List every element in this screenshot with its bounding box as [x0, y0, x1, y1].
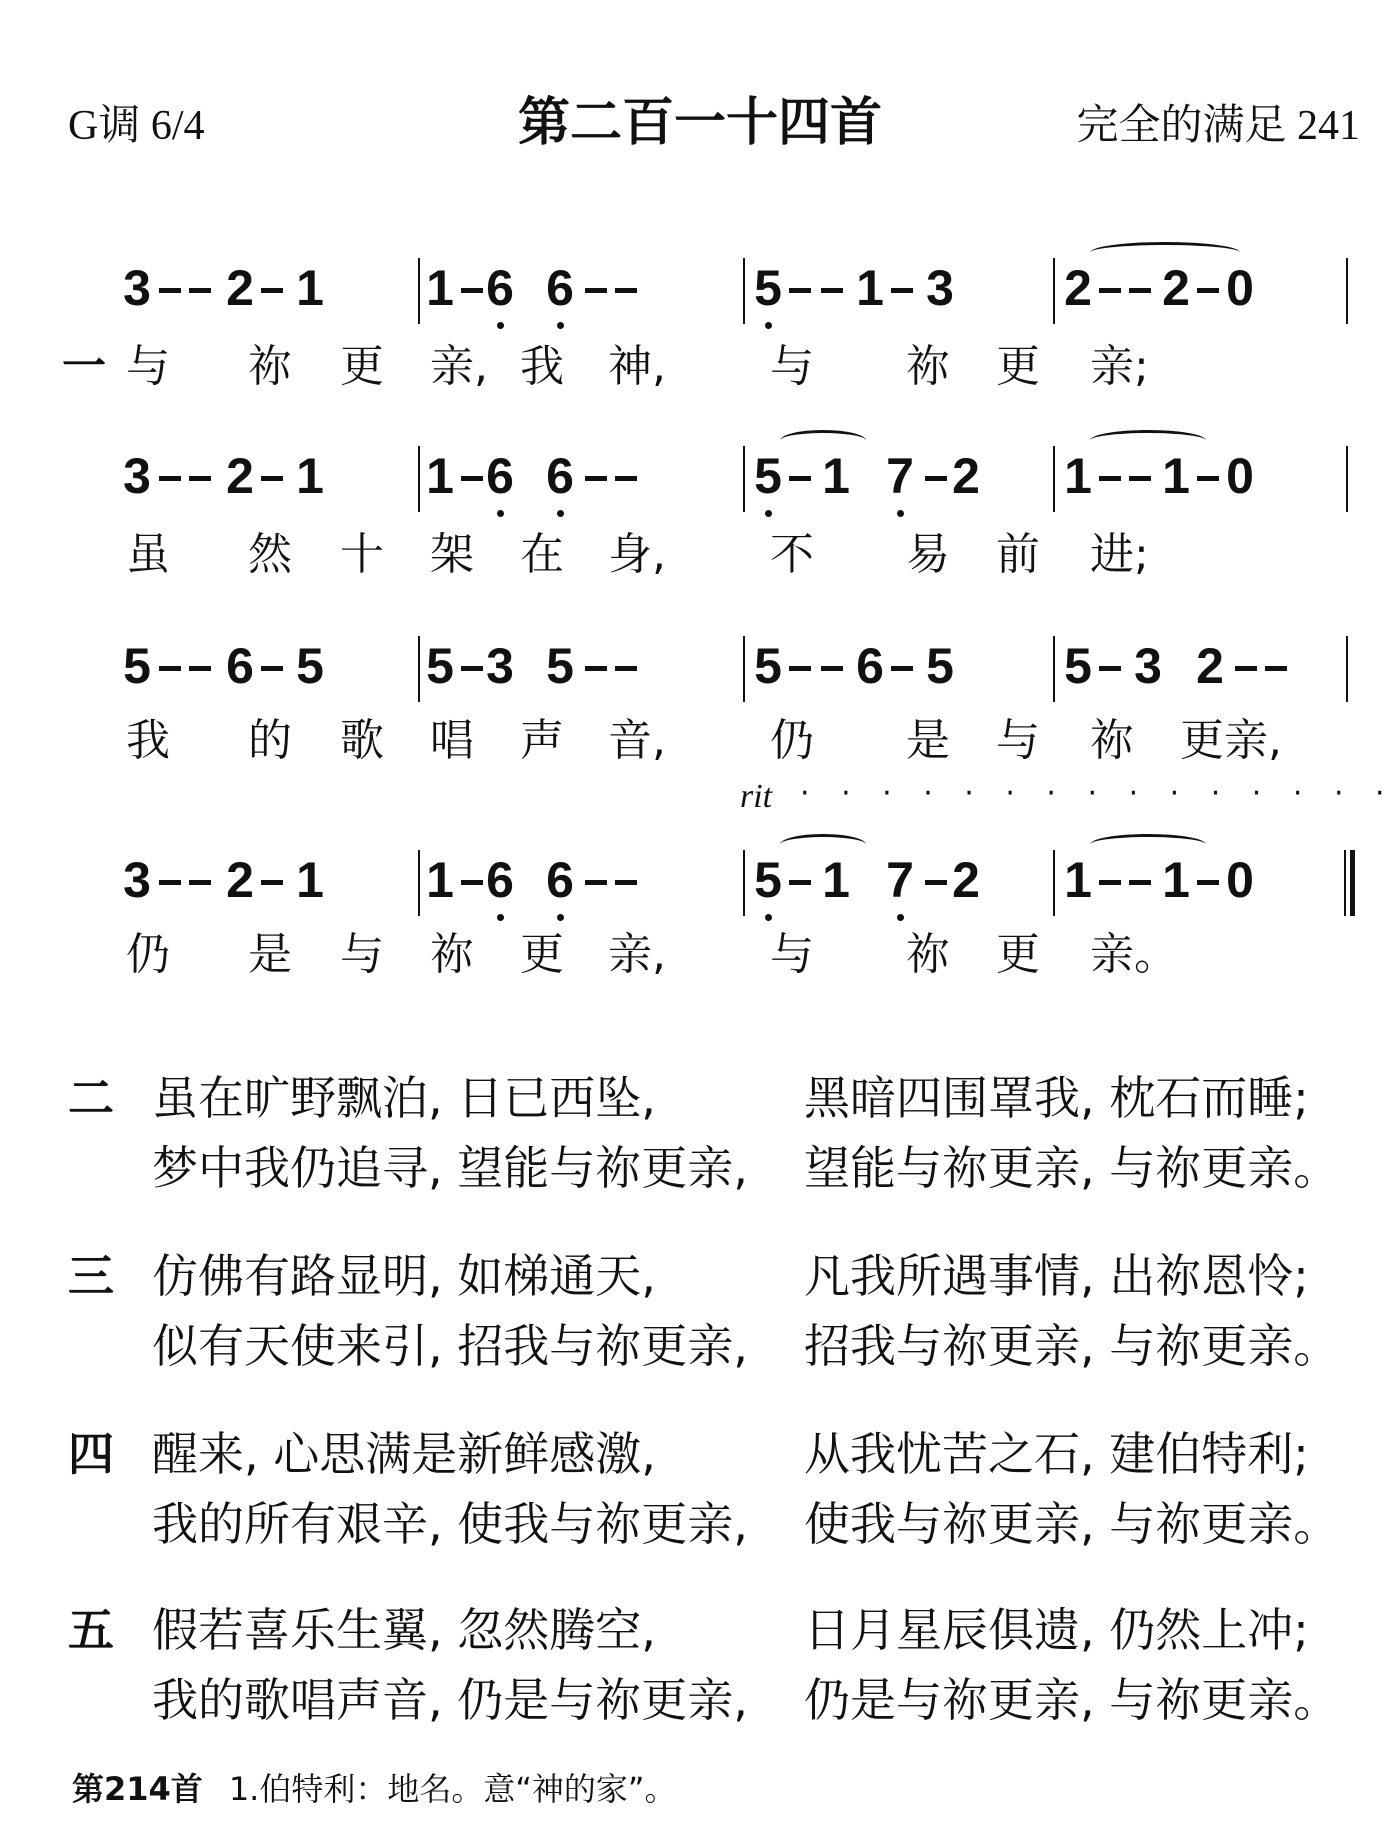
note: 5	[296, 638, 324, 694]
sustain-dash	[261, 288, 283, 293]
sustain-dash	[1129, 288, 1151, 293]
tie-arc	[1090, 834, 1206, 855]
stanza-line-first-half: 我的歌唱声音, 仍是与祢更亲,	[152, 1673, 748, 1727]
hymn-title: 第二百一十四首	[517, 93, 882, 153]
tie-arc	[1090, 430, 1206, 451]
stanza-line-first-half: 醒来, 心思满是新鲜感激,	[152, 1427, 656, 1481]
stanza-line	[152, 1316, 1339, 1376]
note: 2	[226, 448, 254, 504]
bar-line	[1346, 258, 1348, 324]
note: 1	[856, 260, 884, 316]
lyric-syllable: 不	[770, 529, 814, 580]
sustain-dash	[1197, 880, 1219, 885]
sustain-dash	[189, 666, 211, 671]
lyric-syllable: 仍	[770, 715, 814, 766]
lyric-syllable: 是	[906, 715, 950, 766]
bar-line	[743, 258, 745, 324]
lyric-syllable: 与	[126, 341, 170, 392]
note: 0	[1226, 852, 1254, 908]
stanza	[60, 1600, 1360, 1740]
lyric-syllable: 与	[770, 929, 814, 980]
note: 1	[1162, 448, 1190, 504]
stanza-line-second-half: 望能与祢更亲, 与祢更亲。	[804, 1141, 1340, 1195]
lyric-line	[0, 340, 1400, 396]
footnote	[72, 1764, 677, 1810]
sustain-dash	[585, 288, 607, 293]
stanza-line-first-half: 仿佛有路显明, 如梯通天,	[152, 1249, 656, 1303]
lyric-syllable: 仍	[126, 929, 170, 980]
lyric-syllable: 进;	[1090, 529, 1149, 580]
sustain-dash	[585, 666, 607, 671]
footnote-label: 第214首	[72, 1770, 203, 1808]
score-line	[0, 258, 1400, 328]
lyric-syllable: 前	[996, 529, 1040, 580]
stanza-line-second-half: 日月星辰俱遗, 仍然上冲;	[804, 1603, 1309, 1657]
note: 7	[886, 852, 914, 908]
lyric-syllable: 与	[996, 715, 1040, 766]
sustain-dash	[159, 880, 181, 885]
bar-line	[418, 258, 420, 324]
note: 1	[1162, 852, 1190, 908]
sustain-dash	[159, 288, 181, 293]
sustain-dash	[1197, 476, 1219, 481]
note: 2	[952, 448, 980, 504]
sustain-dash	[1197, 288, 1219, 293]
tie-arc	[780, 430, 866, 451]
note: 6	[546, 448, 574, 504]
note: 5	[754, 260, 782, 316]
stanza-line-second-half: 招我与祢更亲, 与祢更亲。	[804, 1319, 1340, 1373]
bar-line	[743, 850, 745, 916]
lyric-syllable: 亲;	[1090, 341, 1149, 392]
lyric-syllable: 的	[248, 715, 292, 766]
stanza-line-second-half: 仍是与祢更亲, 与祢更亲。	[804, 1673, 1340, 1727]
sustain-dash	[789, 476, 811, 481]
tempo-extension-dots: · · · · · · · · · · · · · · ·	[800, 776, 1396, 811]
note: 2	[226, 852, 254, 908]
note: 1	[296, 448, 324, 504]
sustain-dash	[1235, 666, 1257, 671]
note: 2	[1196, 638, 1224, 694]
lyric-syllable: 更	[520, 929, 564, 980]
note: 5	[1064, 638, 1092, 694]
lyric-syllable: 我	[126, 715, 170, 766]
note: 5	[426, 638, 454, 694]
note: 2	[226, 260, 254, 316]
final-bar-line	[1344, 850, 1355, 916]
sustain-dash	[925, 880, 947, 885]
sustain-dash	[615, 666, 637, 671]
note: 3	[123, 852, 151, 908]
lyric-syllable: 祢	[1090, 715, 1134, 766]
stanza-number: 二	[68, 1071, 114, 1125]
sustain-dash	[189, 288, 211, 293]
lyric-syllable: 亲。	[1090, 929, 1178, 980]
sustain-dash	[1099, 666, 1121, 671]
lyric-syllable: 与	[340, 929, 384, 980]
note: 3	[123, 448, 151, 504]
sustain-dash	[789, 288, 811, 293]
sustain-dash	[189, 880, 211, 885]
note: 5	[754, 638, 782, 694]
note: 6	[226, 638, 254, 694]
note: 0	[1226, 260, 1254, 316]
sustain-dash	[789, 880, 811, 885]
sustain-dash	[615, 288, 637, 293]
sustain-dash	[461, 880, 483, 885]
lyric-syllable: 祢	[430, 929, 474, 980]
note: 1	[1064, 448, 1092, 504]
note: 6	[486, 260, 514, 316]
note: 3	[486, 638, 514, 694]
stanza-line	[152, 1600, 1309, 1660]
lyric-syllable: 歌	[340, 715, 384, 766]
sustain-dash	[1129, 880, 1151, 885]
bar-line	[743, 636, 745, 702]
lyric-syllable: 是	[248, 929, 292, 980]
sustain-dash	[261, 880, 283, 885]
stanza	[60, 1424, 1360, 1564]
sustain-dash	[461, 288, 483, 293]
score-line	[0, 850, 1400, 920]
bar-line	[418, 636, 420, 702]
stanza-number: 五	[68, 1603, 114, 1657]
note: 5	[926, 638, 954, 694]
bar-line	[1346, 446, 1348, 512]
sustain-dash	[821, 288, 843, 293]
lyric-syllable: 然	[248, 529, 292, 580]
note: 5	[123, 638, 151, 694]
stanza	[60, 1246, 1360, 1386]
note: 2	[952, 852, 980, 908]
lyric-syllable: 更	[996, 929, 1040, 980]
note: 1	[296, 852, 324, 908]
note: 3	[926, 260, 954, 316]
bar-line	[418, 850, 420, 916]
sustain-dash	[615, 880, 637, 885]
lyric-line	[0, 528, 1400, 584]
sustain-dash	[189, 476, 211, 481]
stanza-number: 三	[68, 1249, 114, 1303]
lyric-syllable: 神,	[608, 341, 666, 392]
stanza-line-second-half: 使我与祢更亲, 与祢更亲。	[804, 1497, 1340, 1551]
lyric-syllable: 祢	[906, 929, 950, 980]
sustain-dash	[891, 288, 913, 293]
stanza-line-second-half: 从我忧苦之石, 建伯特利;	[804, 1427, 1309, 1481]
lyric-syllable: 十	[340, 529, 384, 580]
lyric-syllable: 在	[520, 529, 564, 580]
lyric-syllable: 祢	[248, 341, 292, 392]
score-line	[0, 636, 1400, 706]
bar-line	[1053, 258, 1055, 324]
lyric-syllable: 亲,	[430, 341, 488, 392]
note: 2	[1064, 260, 1092, 316]
bar-line	[1053, 850, 1055, 916]
sustain-dash	[585, 880, 607, 885]
lyric-syllable: 音,	[608, 715, 666, 766]
stanza-line	[152, 1670, 1339, 1730]
bar-line	[418, 446, 420, 512]
sustain-dash	[159, 666, 181, 671]
stanza-line	[152, 1068, 1309, 1128]
note: 3	[123, 260, 151, 316]
stanza-line-first-half: 虽在旷野飘泊, 日已西坠,	[152, 1071, 656, 1125]
stanza-line-second-half: 黑暗四围罩我, 枕石而睡;	[804, 1071, 1309, 1125]
key-signature: G调 6/4	[68, 103, 205, 149]
sustain-dash	[821, 666, 843, 671]
sustain-dash	[159, 476, 181, 481]
note: 2	[1162, 260, 1190, 316]
tie-arc	[780, 834, 866, 855]
stanza-line-first-half: 假若喜乐生翼, 忽然腾空,	[152, 1603, 656, 1657]
lyric-syllable: 更	[340, 341, 384, 392]
stanza	[60, 1068, 1360, 1208]
stanza-line	[152, 1138, 1339, 1198]
note: 1	[426, 852, 454, 908]
sustain-dash	[891, 666, 913, 671]
stanza-line-first-half: 我的所有艰辛, 使我与祢更亲,	[152, 1497, 748, 1551]
tie-arc	[1090, 242, 1240, 263]
note: 1	[426, 260, 454, 316]
sustain-dash	[1099, 476, 1121, 481]
note: 6	[486, 448, 514, 504]
footnote-text: 1.伯特利：地名。意“神的家”。	[228, 1770, 677, 1808]
note: 3	[1134, 638, 1162, 694]
note: 6	[546, 852, 574, 908]
note: 6	[546, 260, 574, 316]
lyric-syllable: 更	[996, 341, 1040, 392]
sustain-dash	[789, 666, 811, 671]
note: 1	[426, 448, 454, 504]
stanza-number: 四	[68, 1427, 114, 1481]
stanza-line-first-half: 梦中我仍追寻, 望能与祢更亲,	[152, 1141, 748, 1195]
sustain-dash	[1129, 476, 1151, 481]
note: 1	[822, 448, 850, 504]
sustain-dash	[1099, 288, 1121, 293]
note: 5	[546, 638, 574, 694]
lyric-line	[0, 928, 1400, 984]
note: 5	[754, 448, 782, 504]
sustain-dash	[585, 476, 607, 481]
lyric-syllable: 虽	[126, 529, 170, 580]
sustain-dash	[615, 476, 637, 481]
lyric-syllable: 亲,	[608, 929, 666, 980]
sustain-dash	[925, 476, 947, 481]
bar-line	[1346, 636, 1348, 702]
sustain-dash	[261, 476, 283, 481]
bar-line	[743, 446, 745, 512]
note: 6	[486, 852, 514, 908]
bar-line	[1053, 446, 1055, 512]
lyric-syllable: 易	[906, 529, 950, 580]
sustain-dash	[261, 666, 283, 671]
lyric-line	[0, 714, 1400, 770]
note: 1	[1064, 852, 1092, 908]
sustain-dash	[461, 666, 483, 671]
note: 6	[856, 638, 884, 694]
sustain-dash	[461, 476, 483, 481]
lyric-syllable: 身,	[608, 529, 666, 580]
bar-line	[1053, 636, 1055, 702]
stanza-line	[152, 1424, 1309, 1484]
lyric-syllable: 祢	[906, 341, 950, 392]
verse-number: 一	[62, 341, 106, 392]
sustain-dash	[1265, 666, 1287, 671]
stanza-line-second-half: 凡我所遇事情, 出祢恩怜;	[804, 1249, 1309, 1303]
note: 5	[754, 852, 782, 908]
note: 1	[822, 852, 850, 908]
lyric-syllable: 架	[430, 529, 474, 580]
note: 0	[1226, 448, 1254, 504]
score-line	[0, 446, 1400, 516]
sustain-dash	[1099, 880, 1121, 885]
stanza-line	[152, 1246, 1309, 1306]
stanza-line	[152, 1494, 1339, 1554]
lyric-syllable: 声	[520, 715, 564, 766]
tempo-mark: rit	[740, 778, 773, 815]
hymn-source: 完全的满足 241	[1076, 103, 1360, 149]
note: 7	[886, 448, 914, 504]
stanza-line-first-half: 似有天使来引, 招我与祢更亲,	[152, 1319, 748, 1373]
lyric-syllable: 唱	[430, 715, 474, 766]
lyric-syllable: 更亲,	[1180, 715, 1282, 766]
note: 1	[296, 260, 324, 316]
lyric-syllable: 我	[520, 341, 564, 392]
lyric-syllable: 与	[770, 341, 814, 392]
